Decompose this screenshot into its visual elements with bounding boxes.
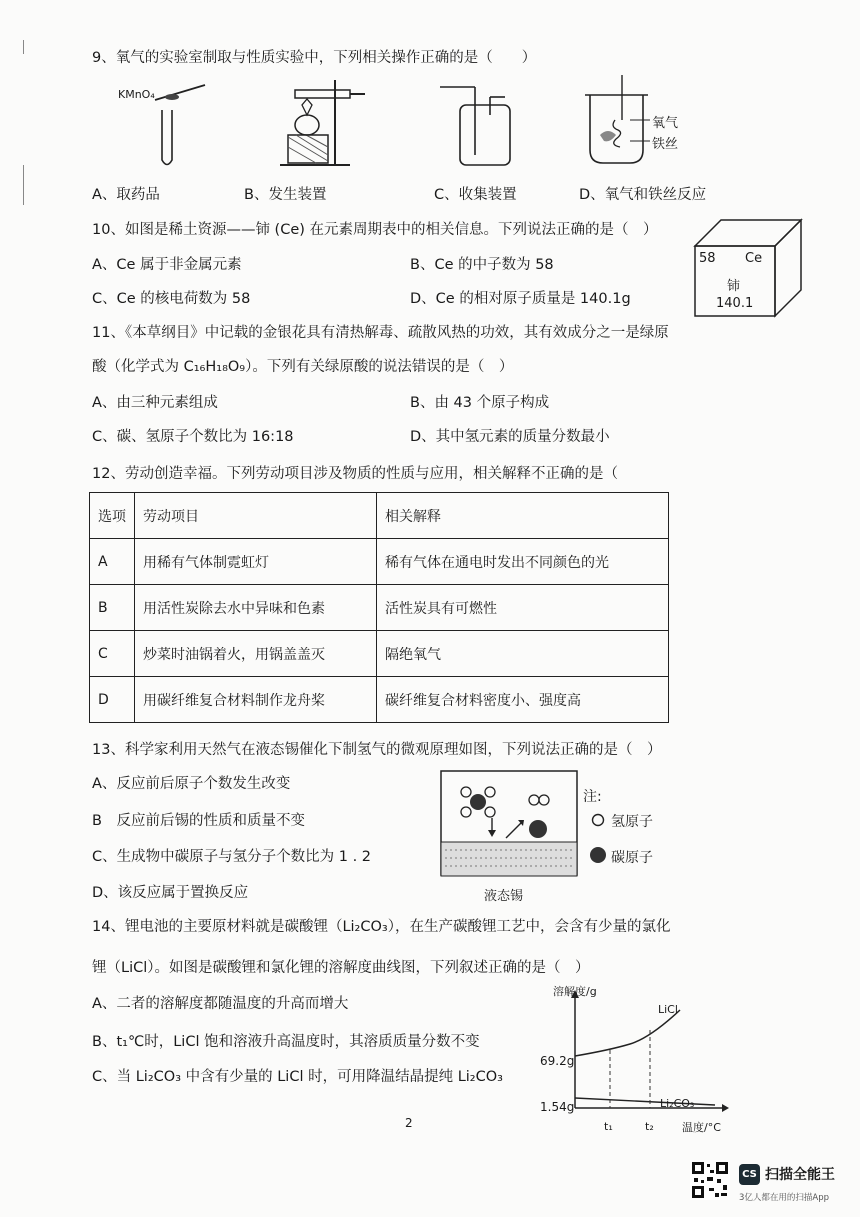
q13-option-c[interactable]: C、生成物中碳原子与氢分子个数比为 1 . 2 [92,849,372,865]
carbon-atom-icon [589,846,607,864]
q14-stem-line1: 14、锂电池的主要原材料就是碳酸锂（Li₂CO₃），在生产碳酸锂工艺中，会含有少量的氯化 [92,919,671,935]
q10-option-a[interactable]: A、Ce 属于非金属元素 [92,257,242,273]
row-option: C [90,631,135,677]
element-symbol: Ce [745,251,763,266]
row-task: 用碳纤维复合材料制作龙舟桨 [135,677,377,723]
margin-mark [23,165,24,205]
y-tick-label: 69.2g [540,1054,575,1068]
q11-option-c[interactable]: C、碳、氢原子个数比为 16:18 [92,429,294,445]
page-number: 2 [405,1116,413,1130]
q10-option-b[interactable]: B、Ce 的中子数为 58 [410,257,554,273]
table-row[interactable] [90,631,669,677]
q12-stem: 12、劳动创造幸福。下列劳动项目涉及物质的性质与应用，相关解释不正确的是（ [92,466,618,482]
q13-stem: 13、科学家利用天然气在液态锡催化下制氢气的微观原理如图，下列说法正确的是（ ） [92,742,662,758]
q11-option-a[interactable]: A、由三种元素组成 [92,395,218,411]
q10-option-d[interactable]: D、Ce 的相对原子质量是 140.1g [410,291,631,307]
element-mass: 140.1 [716,296,754,311]
q12-table [89,492,669,723]
row-explanation: 稀有气体在通电时发出不同颜色的光 [377,539,669,585]
legend-note-title: 注: [583,789,602,805]
q11-stem-line2: 酸（化学式为 C₁₆H₁₈O₉）。下列有关绿原酸的说法错误的是（ ） [92,359,514,375]
x-tick-label: t₁ [604,1120,613,1133]
margin-mark [23,40,24,54]
liquid-tin-label: 液态锡 [484,889,524,904]
q9-option-d[interactable]: D、氧气和铁丝反应 [579,187,707,203]
q14-option-a[interactable]: A、二者的溶解度都随温度的升高而增大 [92,996,349,1012]
q14-option-c[interactable]: C、当 Li₂CO₃ 中含有少量的 LiCl 时，可用降温结晶提纯 Li₂CO₃ [92,1069,503,1085]
q11-option-b[interactable]: B、由 43 个原子构成 [410,395,550,411]
x-axis-label: 温度/°C [682,1121,721,1134]
q14-option-b[interactable]: B、t₁℃时，LiCl 饱和溶液升高温度时，其溶质质量分数不变 [92,1034,480,1050]
q9-option-b[interactable]: B、发生装置 [244,187,327,203]
element-number: 58 [699,251,716,266]
q9-figure [110,75,710,175]
q13-option-a[interactable]: A、反应前后原子个数发生改变 [92,776,291,792]
series-label-licl: LiCl [658,1003,678,1016]
camscanner-logo-icon: CS [739,1164,760,1185]
q13-option-d[interactable]: D、该反应属于置换反应 [92,885,249,901]
y-axis-label: 溶解度/g [553,985,597,998]
table-row[interactable] [90,539,669,585]
header-task: 劳动项目 [135,493,377,539]
table-row[interactable] [90,677,669,723]
row-option: B [90,585,135,631]
series-label-li2co3: Li₂CO₃ [660,1097,695,1110]
row-task: 用稀有气体制霓虹灯 [135,539,377,585]
kmno4-label: KMnO₄ [118,88,155,101]
qr-code-icon [690,1160,730,1200]
row-option: A [90,539,135,585]
row-option: D [90,677,135,723]
element-name: 铈 [727,279,741,294]
iron-wire-label: 铁丝 [652,137,679,152]
row-task: 用活性炭除去水中异味和色素 [135,585,377,631]
q11-option-d[interactable]: D、其中氢元素的质量分数最小 [410,429,610,445]
legend-hydrogen-label: 氢原子 [611,814,653,830]
camscanner-tagline: 3亿人都在用的扫描App [739,1193,830,1203]
table-row[interactable] [90,585,669,631]
x-tick-label: t₂ [645,1120,654,1133]
table-header-row [90,493,669,539]
header-option: 选项 [90,493,135,539]
row-task: 炒菜时油锅着火，用锅盖盖灭 [135,631,377,677]
camscanner-name: 扫描全能王 [765,1167,835,1183]
row-explanation: 活性炭具有可燃性 [377,585,669,631]
q9-option-c[interactable]: C、收集装置 [434,187,517,203]
q10-option-c[interactable]: C、Ce 的核电荷数为 58 [92,291,251,307]
q11-stem-line1: 11、《本草纲目》中记载的金银花具有清热解毒、疏散风热的功效，其有效成分之一是绿原 [92,325,669,341]
q14-stem-line2: 锂（LiCl）。如图是碳酸锂和氯化锂的溶解度曲线图，下列叙述正确的是（ ） [92,960,590,976]
q13-reaction-diagram [440,770,580,880]
q9-stem: 9、氧气的实验室制取与性质实验中，下列相关操作正确的是（ ） [92,50,537,66]
q10-stem: 10、如图是稀土资源——铈 (Ce) 在元素周期表中的相关信息。下列说法正确的是（ ） [92,222,658,238]
series-line-licl [575,1010,680,1056]
q9-option-a[interactable]: A、取药品 [92,187,160,203]
row-explanation: 隔绝氧气 [377,631,669,677]
y-tick-label: 1.54g [540,1100,575,1114]
hydrogen-atom-icon [591,813,605,827]
oxygen-label: 氧气 [652,116,679,131]
row-explanation: 碳纤维复合材料密度小、强度高 [377,677,669,723]
q13-option-b[interactable]: B 反应前后锡的性质和质量不变 [92,813,305,829]
header-explanation: 相关解释 [377,493,669,539]
legend-carbon-label: 碳原子 [611,850,653,866]
